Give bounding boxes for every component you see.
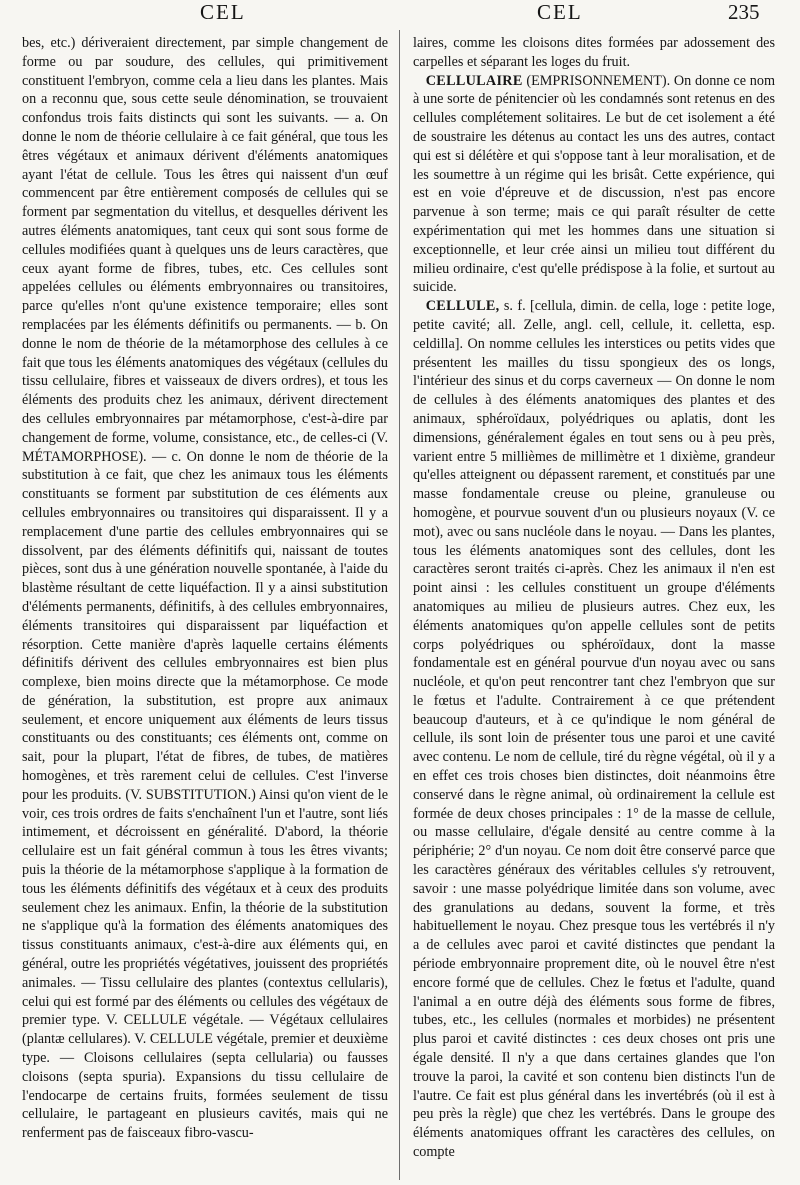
entry-headword-cellule: CELLULE, bbox=[425, 298, 500, 315]
running-head-right: CEL bbox=[537, 0, 583, 24]
running-head-left: CEL bbox=[200, 0, 246, 24]
continuation-text: laires, comme les cloisons dites formées par adossement des carpelles et séparant les loges du fruit. bbox=[413, 35, 775, 70]
left-column bbox=[22, 34, 388, 1179]
left-column-text: bes, etc.) dériveraient directement, par simple changement de forme ou par soudure, des cellules, qui primitivement constituent l'embryon, comme cela a lieu dans les plantes. Mais on a reconnu que, sous cette seule dénomination, se trouvaient confondus trois faits distincts qui sont les suivants. — a. On donne le nom de théorie cellulaire à ce fait général, que tous les êtres végétaux et animaux dérivent d'éléments anatomiques ayant l'état de cellule. Tous les êtres qui naissent d'un œuf commencent par être entièrement composés de cellules qui se forment par segmentation du vitellus, et desquelles dérivent les autres éléments anatomiques, tant ceux qui sont sous forme de cellules modifiées quant à quelques uns de leurs caractères, que ceux ayant forme de fibres, tubes, etc. Ces cellules sont appelées cellules ou éléments embryonnaires ou transitoires, parce qu'elles n'ont qu'une existence temporaire; elles sont remplacées par les éléments définitifs ou permanents. — b. On donne le nom de théorie de la métamorphose des cellules à ce fait que tous les éléments anatomiques des végétaux (cellules du tissu cellulaire, fibres et vaisseaux de divers ordres), et tous les éléments des produits chez les animaux, dérivent directement des cellules embryonnaires par métamorphose, c'est-à-dire par changement de forme, volume, consistance, etc., de celles-ci (V. MÉTAMORPHOSE). — c. On donne le nom de théorie de la substitution à ce fait, que chez les animaux tous les éléments constituants se forment par substitution de ces éléments aux cellules embryonnaires ou transitoires qui disparaissent. Il y a remplacement d'une partie des cellules embryonnaires qui se dissolvent, par des éléments définitifs qui, naissant de toutes pièces, sont dus à une génération nouvelle spontanée, à l'aide du blastème résultant de cette liquéfaction. Il y a ainsi substitution d'éléments permanents, définitifs, à des cellules embryonnaires, éléments transitoires qui disparaissent par liquéfaction et résorption. Cette manière d'après laquelle certains éléments définitifs dérivent des cellules embryonnaires est bien plus complexe, bien moins directe que la métamorphose. Ce mode de génération, la substitution, est propre aux animaux seulement, et encore uniquement aux éléments de leurs tissus constituants ou des constituants; ces éléments ont, comme on sait, pour la plupart, l'état de fibres, de tubes, de matières homogènes, et très rarement celui de cellules. C'est l'inverse pour les produits. (V. SUBSTITUTION.) Ainsi qu'on vient de le voir, ces trois ordres de faits s'enchaînent l'un et l'autre, sont liés intimement, et décroissent en généralité. D'abord, la théorie cellulaire est un fait général commun à tous les êtres vivants; puis la théorie de la métamorphose s'applique à la formation de tous les éléments définitifs des végétaux et à ceux des produits seulement chez les animaux. Enfin, la théorie de la substitution ne s'applique qu'à la formation des éléments anatomiques des tissus constituants animaux, c'est-à-dire aux éléments qui, en général, outre les propriétés végétatives, jouissent des propriétés animales. — Tissu cellulaire des plantes (contextus cellularis), celui qui est formé par des éléments ou cellules des végétaux de premier type. V. CELLULE végétale. — Végétaux cellulaires (plantæ cellulares). V. CELLULE végétale, premier et deuxième type. — Cloisons cellulaires (septa cellularia) ou fausses cloisons (septa spuria). Expansions du tissu cellulaire de l'endocarpe de certains fruits, formées seulement de tissu cellulaire, le partageant en plusieurs cavités, mais qui ne renferment pas de faisceaux fibro-vascu- bbox=[22, 35, 388, 1142]
entry-body-cellule: s. f. [cellula, dimin. de cella, loge : petite loge, petite cavité; all. Zelle, angl. cell, cellule, it. celletta, esp. celdilla]. On nomme cellules les interstices ou petits vides que présentent les mailles du tissu spongieux des os longs, l'intérieur des sinus et du corps caverneux — On donne le nom de cellules à des éléments anatomiques des plantes et des animaux, sphéroïdaux, polyédriques ou aplatis, dont les dimensions, généralement égales en tout sens ou à peu près, varient entre 5 millièmes de millimètre et 1 dixième, grandeur qu'elles atteignent ou dépassent rarement, et constitués par une masse fondamentale creuse ou pleine, granuleuse ou homogène, et pourvue souvent d'un ou plusieurs noyaux (V. ce mot), avec ou sans nucléole dans le noyau. — Dans les plantes, tous les éléments anatomiques sont des cellules, dont les caractères seront traités ci-après. Chez les animaux il n'en est point ainsi : les cellules constituent un groupe d'éléments anatomiques au milieu de plusieurs autres. Chez eux, les éléments anatomiques qu'on appelle cellules sont de petits corps polyédriques ou sphéroïdaux, dont la masse fondamentale est en général pourvue d'un noyau avec ou sans nucléole, et qu'on peut rencontrer tant chez l'embryon que sur le fœtus et l'adulte. Contrairement à ce que prétendent beaucoup d'auteurs, et à ce qu'indique le nom général de cellule, ils sont loin de présenter tous une paroi et une cavité avec contenu. Le nom de cellule, tiré du règne végétal, où il y a en effet ces trois choses bien distinctes, doit néanmoins être conservé dans le règne animal, où ordinairement la cellule est formée de deux choses principales : 1° de la masse de cellule, ou masse cellulaire, d'égale densité au centre comme à la périphérie; 2° d'un noyau. Ce nom doit être conservé parce que les caractères généraux des véritables cellules s'y retrouvent, savoir : une masse polyédrique limitée dans son volume, avec des granulations au dedans, souvent la forme, et très habituellement le noyau. Chez presque tous les vertébrés il n'y a de cellules avec paroi et cavité distinctes que pendant la période embryonnaire proprement dite, où le nouvel être n'est encore formé que de cellules. Chez le fœtus et l'adulte, quand l'animal a en outre déjà des éléments sous forme de fibres, tubes, etc., les cellules (normales et morbides) ne présentent plus paroi et cavité distinctes : ces deux choses ont pris une égale densité. Il n'y a que dans certaines glandes que l'on trouve la paroi, la cavité et son contenu bien distincts l'un de l'autre. Ce fait est plus général dans les invertébrés (où il est à peu près la règle) que chez les vertébrés. Dans le groupe des éléments anatomiques offrant les caractères des cellules, on compte bbox=[413, 298, 775, 1161]
right-column bbox=[413, 34, 775, 1179]
entry-headword-cellulaire: CELLULAIRE bbox=[425, 72, 523, 89]
entry-cellulaire bbox=[413, 72, 775, 298]
entry-body-cellulaire: On donne ce nom à une sorte de pénitencier où les condamnés sont retenus en des cellules complétement solitaires. Le but de cet isolement a été de soustraire les détenus au contact les uns des autres, contact qui est si délétère et qui s'oppose tant à leur moralisation, et de les soumettre à un régime qui les brisât. Cette expérience, qui est en voie d'épreuve et de discussion, n'est pas encore parvenue à son terme; mais ce qui paraît résulter de cette expérimentation qui met les hommes dans une situation si exceptionnelle, et leur crée ainsi un milieu tout différent du milieu ordinaire, c'est qu'elle prédispose à la folie, et surtout au suicide. bbox=[413, 72, 775, 296]
entry-cellule bbox=[413, 297, 775, 1162]
entry-subhead-emprisonnement: (EMPRISONNEMENT). bbox=[526, 72, 671, 89]
column-divider bbox=[399, 30, 400, 1180]
page-number: 235 bbox=[728, 0, 760, 24]
